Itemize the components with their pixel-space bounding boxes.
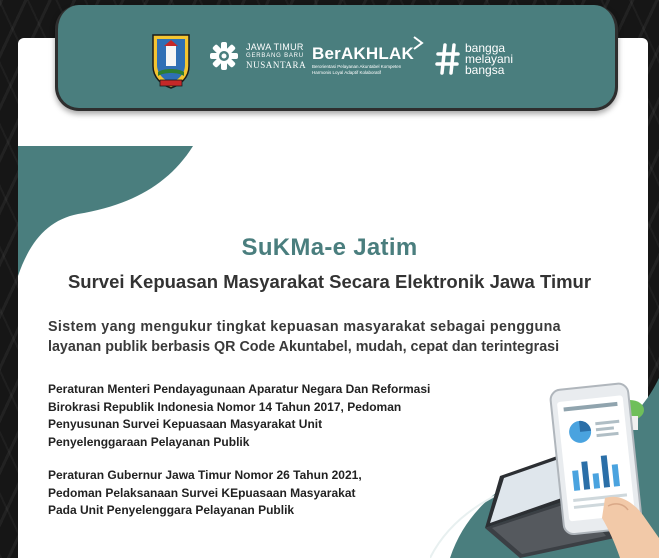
regulation-2-line-3: Pada Unit Penyelenggara Pelayanan Publik [48, 503, 295, 517]
jatim-logo-line2: GERBANG BARU [246, 52, 304, 59]
regulation-1-line-4: Penyelenggaraan Pelayanan Publik [48, 434, 250, 449]
regulation-2-line-2: Pedoman Pelaksanaan Survei KEpuasaan Masyarakat [48, 485, 356, 500]
bangga-logo-line1: bangga [465, 40, 506, 55]
hashtag-icon [435, 42, 461, 76]
regulation-2 [48, 467, 468, 520]
regulation-1-line-1: Peraturan Menteri Pendayagunaan Aparatur Negara Dan Reformasi [48, 382, 431, 396]
laptop-phone-illustration [430, 378, 659, 558]
jatim-gerbang-baru-logo [208, 40, 306, 72]
chevron-right-icon [412, 36, 424, 50]
regulation-2-line-1: Peraturan Gubernur Jawa Timur Nomor 26 Tahun 2021, [48, 468, 362, 482]
regulation-1 [48, 381, 468, 451]
regulation-1-line-2: Birokrasi Republik Indonesia Nomor 14 Tahun 2017, Pedoman [48, 399, 402, 414]
description-line-2: layanan publik berbasis QR Code Akuntabel, mudah, cepat dan terintegrasi [48, 339, 560, 355]
berakhlak-tagline-1: Berorientasi Pelayanan Akuntabel Kompeten [312, 64, 402, 69]
description-line-1: Sistem yang mengukur tingkat kepuasan masyarakat sebagai pengguna [48, 319, 561, 335]
regulation-1-line-3: Penyusunan Survei Kepuasaan Masyarakat Unit [48, 417, 323, 431]
description [48, 317, 628, 357]
berakhlak-logo-name: BerAKHLAK [312, 44, 414, 63]
page-subtitle: Survei Kepuasan Masyarakat Secara Elektronik Jawa Timur [67, 271, 592, 292]
jatim-logo-line3: NUSANTARA [246, 59, 307, 70]
berakhlak-tagline-2: Harmonis Loyal Adaptif Kolaboratif [312, 70, 382, 75]
berakhlak-logo [312, 44, 424, 76]
page-title: SuKMa-e Jatim [241, 234, 418, 261]
bangga-melayani-bangsa-logo [435, 42, 513, 76]
east-java-shield-icon [150, 32, 192, 90]
jatim-logo-line1: JAWA TIMUR [246, 41, 304, 52]
jatim-emblem-icon [208, 40, 240, 72]
bangga-logo-line3: bangsa [465, 62, 505, 77]
bangga-logo-line2: melayani [465, 51, 514, 66]
